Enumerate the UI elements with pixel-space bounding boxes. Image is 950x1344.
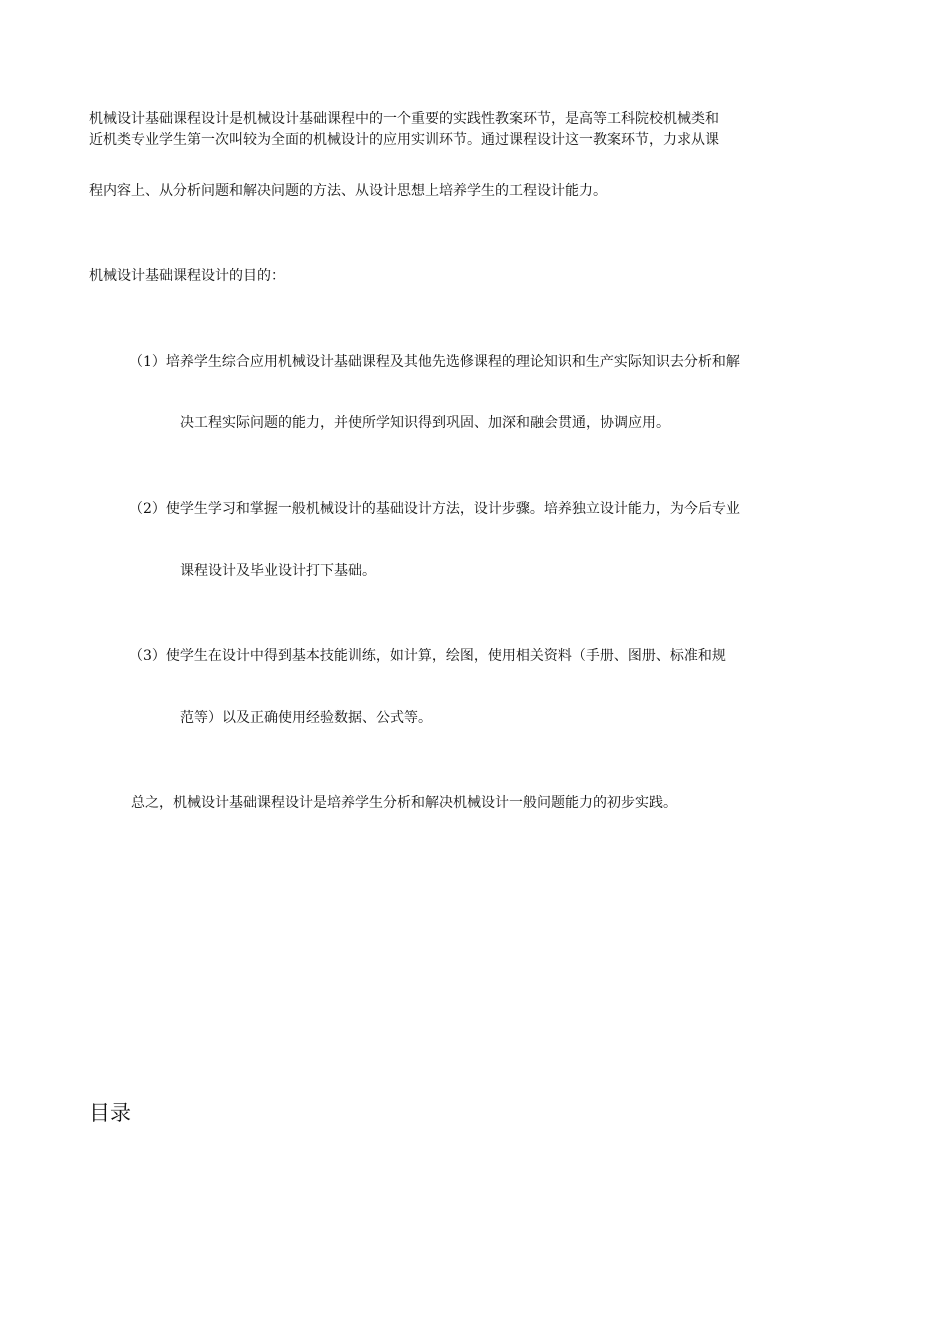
purpose-item-3-line-2: 范等）以及正确使用经验数据、公式等。 [180,710,432,726]
purpose-item-1-line-1: （1）培养学生综合应用机械设计基础课程及其他先选修课程的理论知识和生产实际知识去分析和解 [129,354,740,370]
summary-paragraph: 总之，机械设计基础课程设计是培养学生分析和解决机械设计一般问题能力的初步实践。 [131,795,677,811]
intro-line-3: 程内容上、从分析问题和解决问题的方法、从设计思想上培养学生的工程设计能力。 [89,183,607,199]
purpose-item-2-line-1: （2）使学生学习和掌握一般机械设计的基础设计方法，设计步骤。培养独立设计能力，为今后专业 [129,501,740,517]
toc-heading: 目录 [89,1101,131,1125]
purpose-item-2-line-2: 课程设计及毕业设计打下基础。 [180,563,376,579]
intro-line-1: 机械设计基础课程设计是机械设计基础课程中的一个重要的实践性教案环节，是高等工科院校机械类和 [89,111,719,127]
purpose-item-3-line-1: （3）使学生在设计中得到基本技能训练，如计算，绘图，使用相关资料（手册、图册、标准和规 [129,648,726,664]
purpose-item-1-line-2: 决工程实际问题的能力，并使所学知识得到巩固、加深和融会贯通，协调应用。 [180,415,670,431]
purpose-heading: 机械设计基础课程设计的目的： [89,268,285,284]
intro-line-2: 近机类专业学生第一次叫较为全面的机械设计的应用实训环节。通过课程设计这一教案环节，力求从课 [89,132,719,148]
